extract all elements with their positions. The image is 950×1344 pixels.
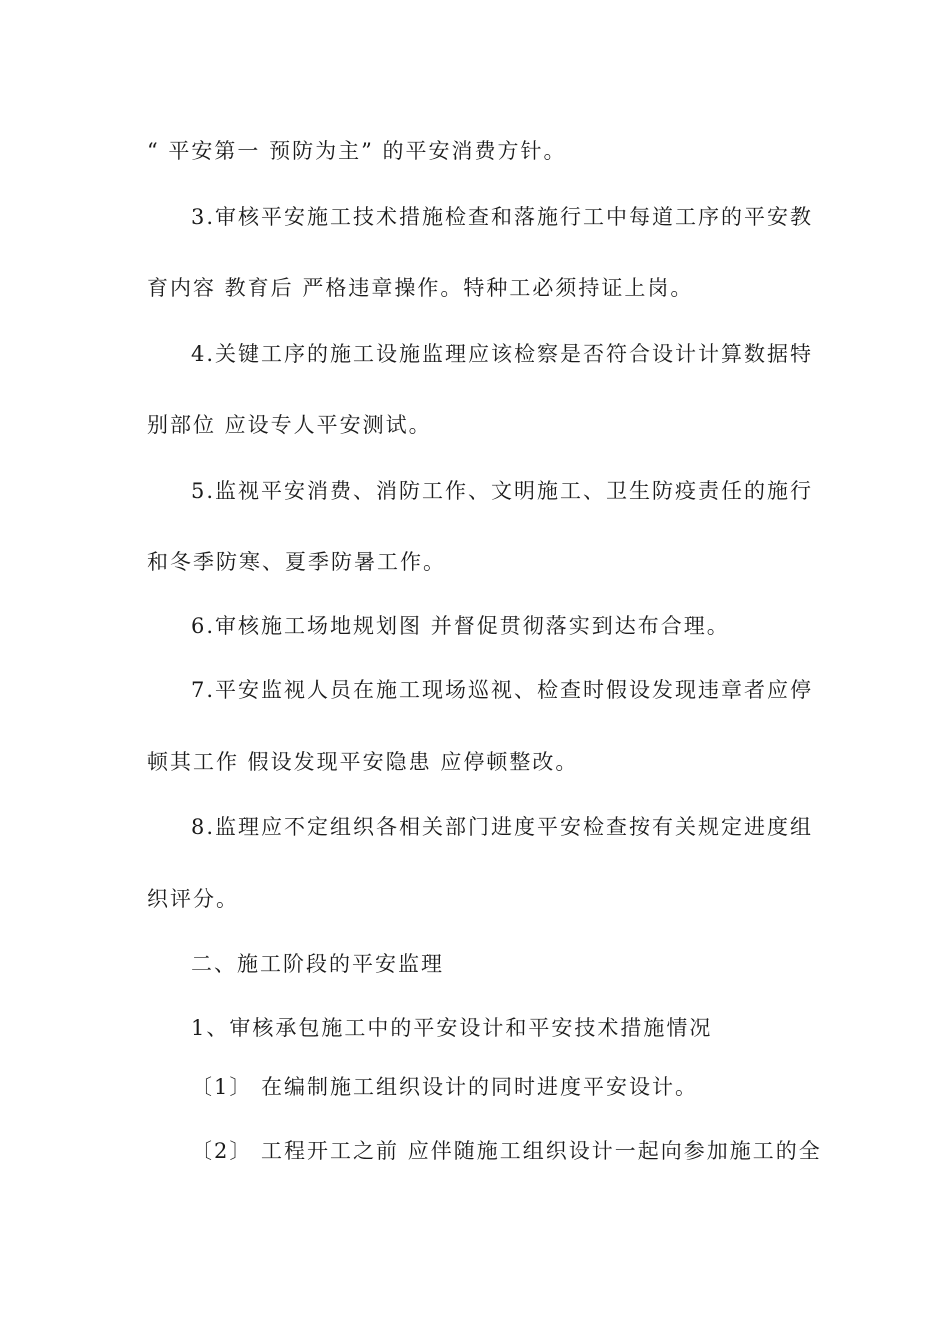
text-line-subitem-2: 〔2〕 工程开工之前 应伴随施工组织设计一起向参加施工的全 (191, 1139, 822, 1163)
text-line-item-8-cont: 织评分。 (147, 887, 239, 911)
text-line-item-7-cont: 顿其工作 假设发现平安隐患 应停顿整改。 (147, 750, 579, 774)
text-line-item-5-cont: 和冬季防寒、夏季防暑工作。 (147, 550, 446, 574)
text-line-item-5: 5.监视平安消费、消防工作、文明施工、卫生防疫责任的施行 (191, 479, 814, 503)
text-line-item-3: 3.审核平安施工技术措施检查和落施行工中每道工序的平安教 (191, 205, 814, 229)
text-line-item-6: 6.审核施工场地规划图 并督促贯彻落实到达布合理。 (191, 614, 730, 638)
text-line-item-4-cont: 别部位 应设专人平安测试。 (147, 413, 432, 437)
text-line-subitem-1: 〔1〕 在编制施工组织设计的同时进度平安设计。 (191, 1075, 699, 1099)
text-line-item-7: 7.平安监视人员在施工现场巡视、检查时假设发现违章者应停 (191, 678, 814, 702)
text-line-item-8: 8.监理应不定组织各相关部门进度平安检查按有关规定进度组 (191, 815, 814, 839)
text-line-item-3-cont: 育内容 教育后 严格违章操作。特种工必须持证上岗。 (147, 276, 694, 300)
section-heading: 二、施工阶段的平安监理 (191, 952, 444, 976)
text-line-item-4: 4.关键工序的施工设施监理应该检察是否符合设计计算数据特 (191, 342, 814, 366)
text-line-policy-end: “ 平安第一 预防为主” 的平安消费方针。 (147, 139, 567, 163)
subsection-heading: 1、审核承包施工中的平安设计和平安技术措施情况 (191, 1016, 713, 1040)
